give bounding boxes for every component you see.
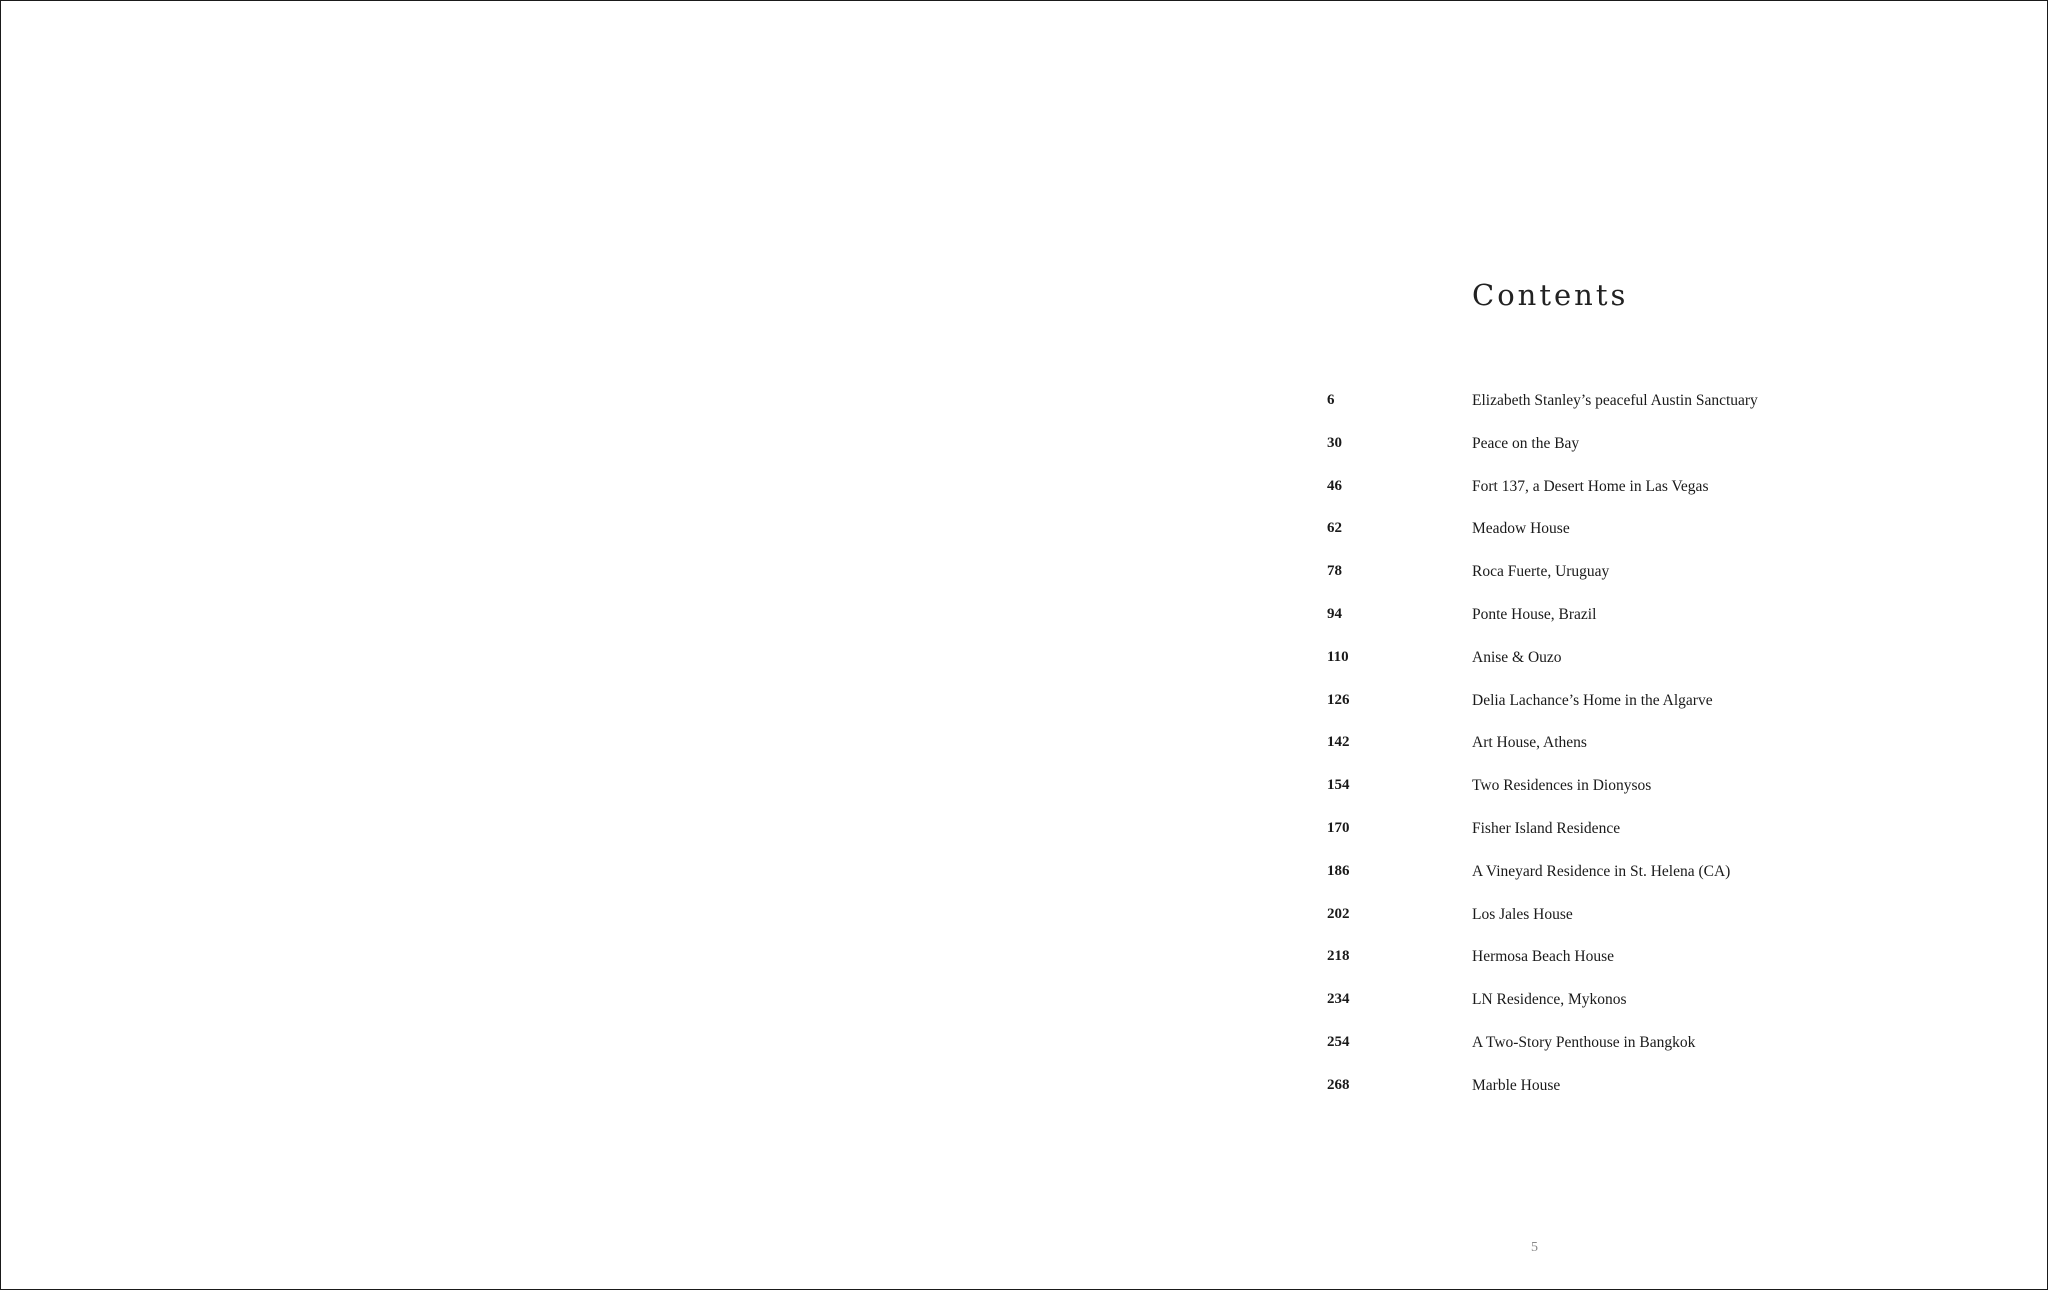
toc-entry	[1327, 556, 1927, 599]
toc-page-number: 202	[1327, 905, 1350, 922]
toc-title: Meadow House	[1472, 520, 1570, 538]
toc-entry	[1327, 513, 1927, 556]
toc-entry	[1327, 899, 1927, 942]
toc-page-number: 30	[1327, 434, 1342, 451]
toc-title: Ponte House, Brazil	[1472, 605, 1597, 623]
page-number: 5	[1531, 1240, 1538, 1255]
toc-page-number: 126	[1327, 691, 1350, 708]
toc-title: Fisher Island Residence	[1472, 819, 1621, 837]
toc-page-number: 46	[1327, 477, 1342, 494]
toc-title: A Two-Story Penthouse in Bangkok	[1472, 1033, 1696, 1051]
toc-page-number: 268	[1327, 1076, 1350, 1093]
toc-title: Los Jales House	[1472, 905, 1573, 923]
toc-title: LN Residence, Mykonos	[1472, 991, 1627, 1009]
toc-page-number: 62	[1327, 520, 1342, 537]
toc-entry	[1327, 1070, 1927, 1113]
toc-entry	[1327, 685, 1927, 728]
toc-title: Marble House	[1472, 1076, 1561, 1094]
toc-title: Two Residences in Dionysos	[1472, 777, 1652, 795]
toc-title: Elizabeth Stanley’s peaceful Austin Sanctuary	[1472, 392, 1758, 409]
toc-entry	[1327, 642, 1927, 685]
toc-title: Hermosa Beach House	[1472, 948, 1615, 966]
toc-page-number: 110	[1327, 648, 1349, 665]
toc-page-number: 186	[1327, 862, 1350, 879]
toc-entry	[1327, 984, 1927, 1027]
toc-entry	[1327, 770, 1927, 813]
toc-title: Fort 137, a Desert Home in Las Vegas	[1472, 477, 1709, 495]
toc-page-number: 142	[1327, 734, 1350, 751]
toc-entry	[1327, 385, 1927, 428]
toc-entry	[1327, 813, 1927, 856]
toc-entry	[1327, 428, 1927, 471]
toc-page-number: 154	[1327, 777, 1350, 794]
toc-title: Roca Fuerte, Uruguay	[1472, 563, 1610, 581]
toc-entry	[1327, 727, 1927, 770]
contents-heading: Contents	[1472, 278, 1629, 312]
toc-page-number: 254	[1327, 1033, 1350, 1050]
toc-page-number: 6	[1327, 392, 1335, 408]
toc-page-number: 78	[1327, 563, 1342, 580]
toc-entry	[1327, 599, 1927, 642]
toc-entry	[1327, 471, 1927, 514]
toc-title: Anise & Ouzo	[1472, 648, 1562, 666]
table-of-contents	[1327, 385, 1927, 1113]
toc-page-number: 218	[1327, 948, 1350, 965]
toc-entry	[1327, 941, 1927, 984]
toc-page-number: 94	[1327, 605, 1342, 622]
toc-title: Peace on the Bay	[1472, 434, 1580, 452]
toc-page-number: 234	[1327, 991, 1350, 1008]
toc-page-number: 170	[1327, 819, 1350, 836]
toc-title: Delia Lachance’s Home in the Algarve	[1472, 691, 1713, 709]
toc-entry	[1327, 856, 1927, 899]
toc-entry	[1327, 1027, 1927, 1070]
toc-title: A Vineyard Residence in St. Helena (CA)	[1472, 862, 1731, 880]
toc-title: Art House, Athens	[1472, 734, 1587, 752]
